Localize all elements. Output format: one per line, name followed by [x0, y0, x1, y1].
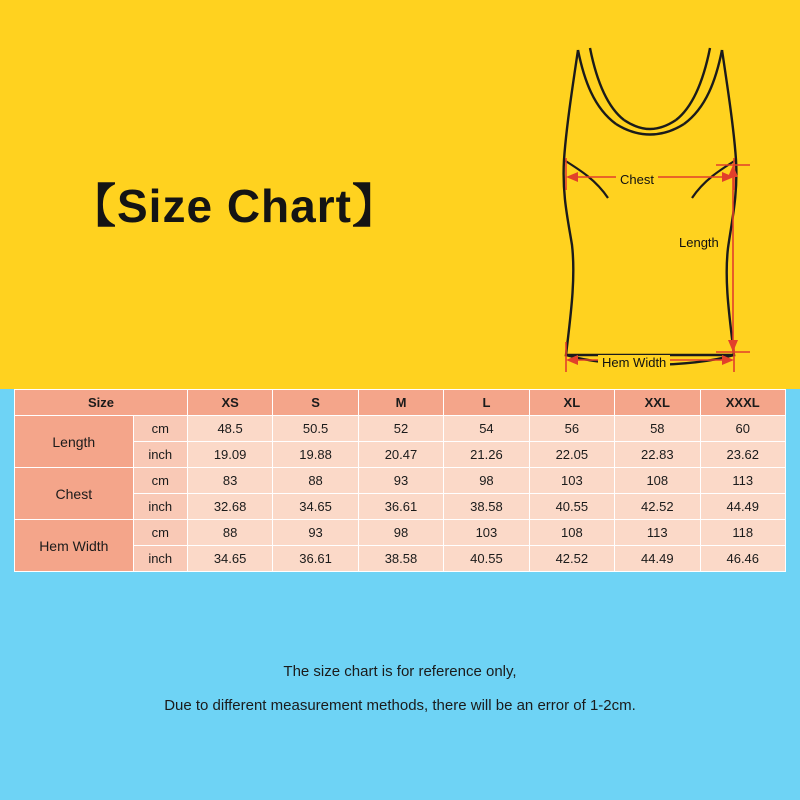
cell-chest-cm-l: 98: [444, 468, 529, 494]
cell-length-cm-xl: 56: [529, 416, 614, 442]
cell-chest-cm-xxl: 108: [615, 468, 700, 494]
cell-chest-inch-xl: 40.55: [529, 494, 614, 520]
cell-hem-inch-s: 36.61: [273, 546, 358, 572]
cell-length-cm-l: 54: [444, 416, 529, 442]
column-header-xl: XL: [529, 390, 614, 416]
table-row: [15, 520, 786, 546]
cell-hem-cm-s: 93: [273, 520, 358, 546]
top-yellow-band: [0, 0, 800, 389]
cell-chest-cm-xs: 83: [187, 468, 272, 494]
row-unit-inch: inch: [133, 494, 187, 520]
column-header-xxl: XXL: [615, 390, 700, 416]
row-label-hem-width: Hem Width: [15, 520, 134, 572]
column-header-s: S: [273, 390, 358, 416]
row-label-length: Length: [15, 416, 134, 468]
row-unit-cm: cm: [133, 520, 187, 546]
row-unit-cm: cm: [133, 468, 187, 494]
cell-hem-cm-xxxl: 118: [700, 520, 785, 546]
table-row: [15, 468, 786, 494]
cell-hem-inch-xl: 42.52: [529, 546, 614, 572]
cell-hem-cm-m: 98: [358, 520, 443, 546]
cell-hem-inch-l: 40.55: [444, 546, 529, 572]
cell-chest-cm-s: 88: [273, 468, 358, 494]
row-label-chest: Chest: [15, 468, 134, 520]
column-header-xxxl: XXXL: [700, 390, 785, 416]
garment-diagram: [520, 20, 780, 370]
disclaimer-line-1: The size chart is for reference only,: [283, 663, 517, 680]
cell-chest-cm-m: 93: [358, 468, 443, 494]
cell-chest-inch-xs: 32.68: [187, 494, 272, 520]
cell-hem-cm-l: 103: [444, 520, 529, 546]
cell-hem-inch-xxl: 44.49: [615, 546, 700, 572]
cell-length-inch-s: 19.88: [273, 442, 358, 468]
column-header-l: L: [444, 390, 529, 416]
tank-top-illustration: [520, 20, 780, 380]
cell-chest-inch-m: 36.61: [358, 494, 443, 520]
cell-chest-inch-xxxl: 44.49: [700, 494, 785, 520]
cell-chest-inch-l: 38.58: [444, 494, 529, 520]
cell-length-cm-xxl: 58: [615, 416, 700, 442]
table-row: [15, 416, 786, 442]
cell-hem-inch-xs: 34.65: [187, 546, 272, 572]
cell-chest-inch-xxl: 42.52: [615, 494, 700, 520]
cell-length-cm-xxxl: 60: [700, 416, 785, 442]
cell-length-inch-xl: 22.05: [529, 442, 614, 468]
length-dimension-label: Length: [675, 235, 723, 250]
cell-hem-cm-xxl: 113: [615, 520, 700, 546]
column-header-size: Size: [15, 390, 188, 416]
column-header-m: M: [358, 390, 443, 416]
disclaimer-note: [0, 655, 800, 723]
cell-length-cm-xs: 48.5: [187, 416, 272, 442]
cell-length-inch-l: 21.26: [444, 442, 529, 468]
cell-chest-cm-xl: 103: [529, 468, 614, 494]
cell-chest-cm-xxxl: 113: [700, 468, 785, 494]
size-table: [14, 389, 786, 572]
cell-length-inch-xs: 19.09: [187, 442, 272, 468]
hem-width-dimension-label: Hem Width: [598, 355, 670, 370]
table-header-row: [15, 390, 786, 416]
row-unit-inch: inch: [133, 546, 187, 572]
page-title: 【Size Chart】: [70, 180, 399, 232]
size-table-wrapper: [14, 389, 786, 572]
row-unit-cm: cm: [133, 416, 187, 442]
cell-hem-inch-xxxl: 46.46: [700, 546, 785, 572]
cell-hem-cm-xs: 88: [187, 520, 272, 546]
disclaimer-line-2: Due to different measurement methods, there will be an error of 1-2cm.: [164, 697, 636, 714]
chest-dimension-label: Chest: [616, 172, 658, 187]
cell-length-inch-xxxl: 23.62: [700, 442, 785, 468]
cell-hem-inch-m: 38.58: [358, 546, 443, 572]
cell-chest-inch-s: 34.65: [273, 494, 358, 520]
column-header-xs: XS: [187, 390, 272, 416]
cell-length-inch-xxl: 22.83: [615, 442, 700, 468]
row-unit-inch: inch: [133, 442, 187, 468]
cell-length-cm-m: 52: [358, 416, 443, 442]
cell-length-cm-s: 50.5: [273, 416, 358, 442]
cell-hem-cm-xl: 108: [529, 520, 614, 546]
cell-length-inch-m: 20.47: [358, 442, 443, 468]
